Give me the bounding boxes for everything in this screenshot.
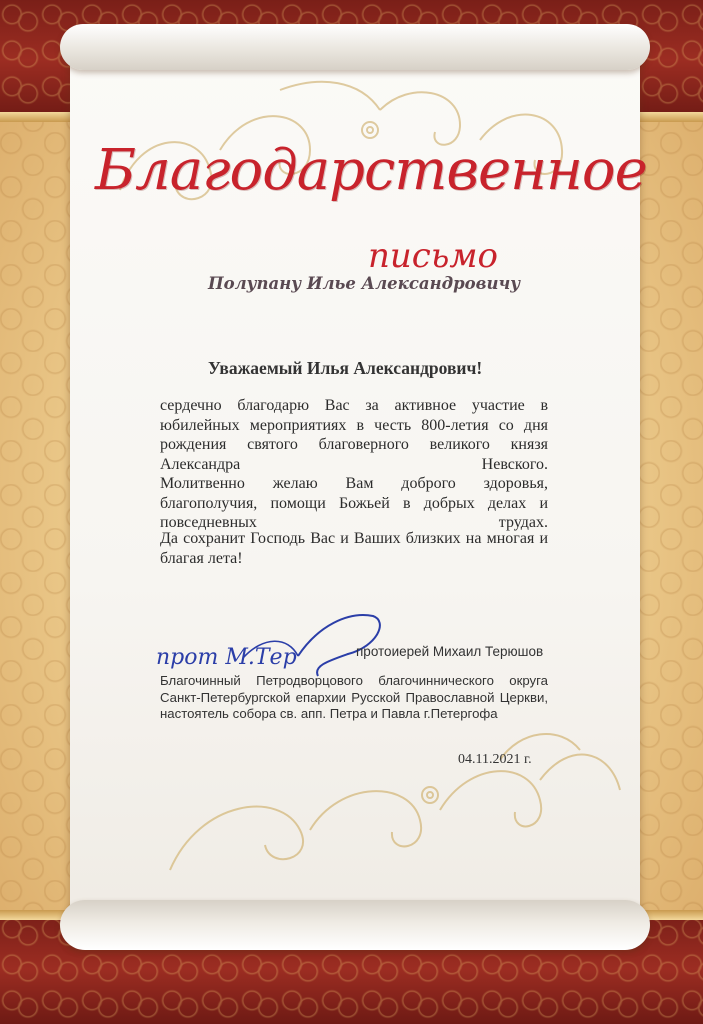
scroll-roll-top — [60, 24, 650, 70]
signature-text: прот М.Тер — [156, 645, 297, 670]
recipient-name: Полупану Илье Александровичу — [208, 274, 521, 293]
signatory-name: протоиерей Михаил Терюшов — [356, 644, 544, 659]
document-title: Благодарственное — [95, 138, 647, 203]
scroll-roll-bottom — [60, 900, 650, 950]
document-date: 04.11.2021 г. — [458, 752, 532, 767]
signatory-position: Благочинный Петродворцового благочиннического округа Санкт-Петербургской епархии Русской Православной Церкви, настоятель собора св. апп. Петра и Павла г.Петергофа — [160, 673, 548, 721]
body-paragraph-3: Да сохранит Господь Вас и Ваших близких на многая и благая лета! — [160, 530, 548, 567]
greeting: Уважаемый Илья Александрович! — [208, 358, 483, 378]
body-paragraph-2: Молитвенно желаю Вам доброго здоровья, благополучия, помощи Божьей в добрых делах и повседневных трудах. — [160, 475, 548, 531]
body-paragraph-1: сердечно благодарю Вас за активное участие в юбилейных мероприятиях в честь 800-летия со дня рождения святого благоверного великого князя Александра Невского. — [160, 397, 548, 473]
document-subtitle: письмо — [368, 236, 499, 276]
bottom-ornament — [80, 720, 640, 880]
